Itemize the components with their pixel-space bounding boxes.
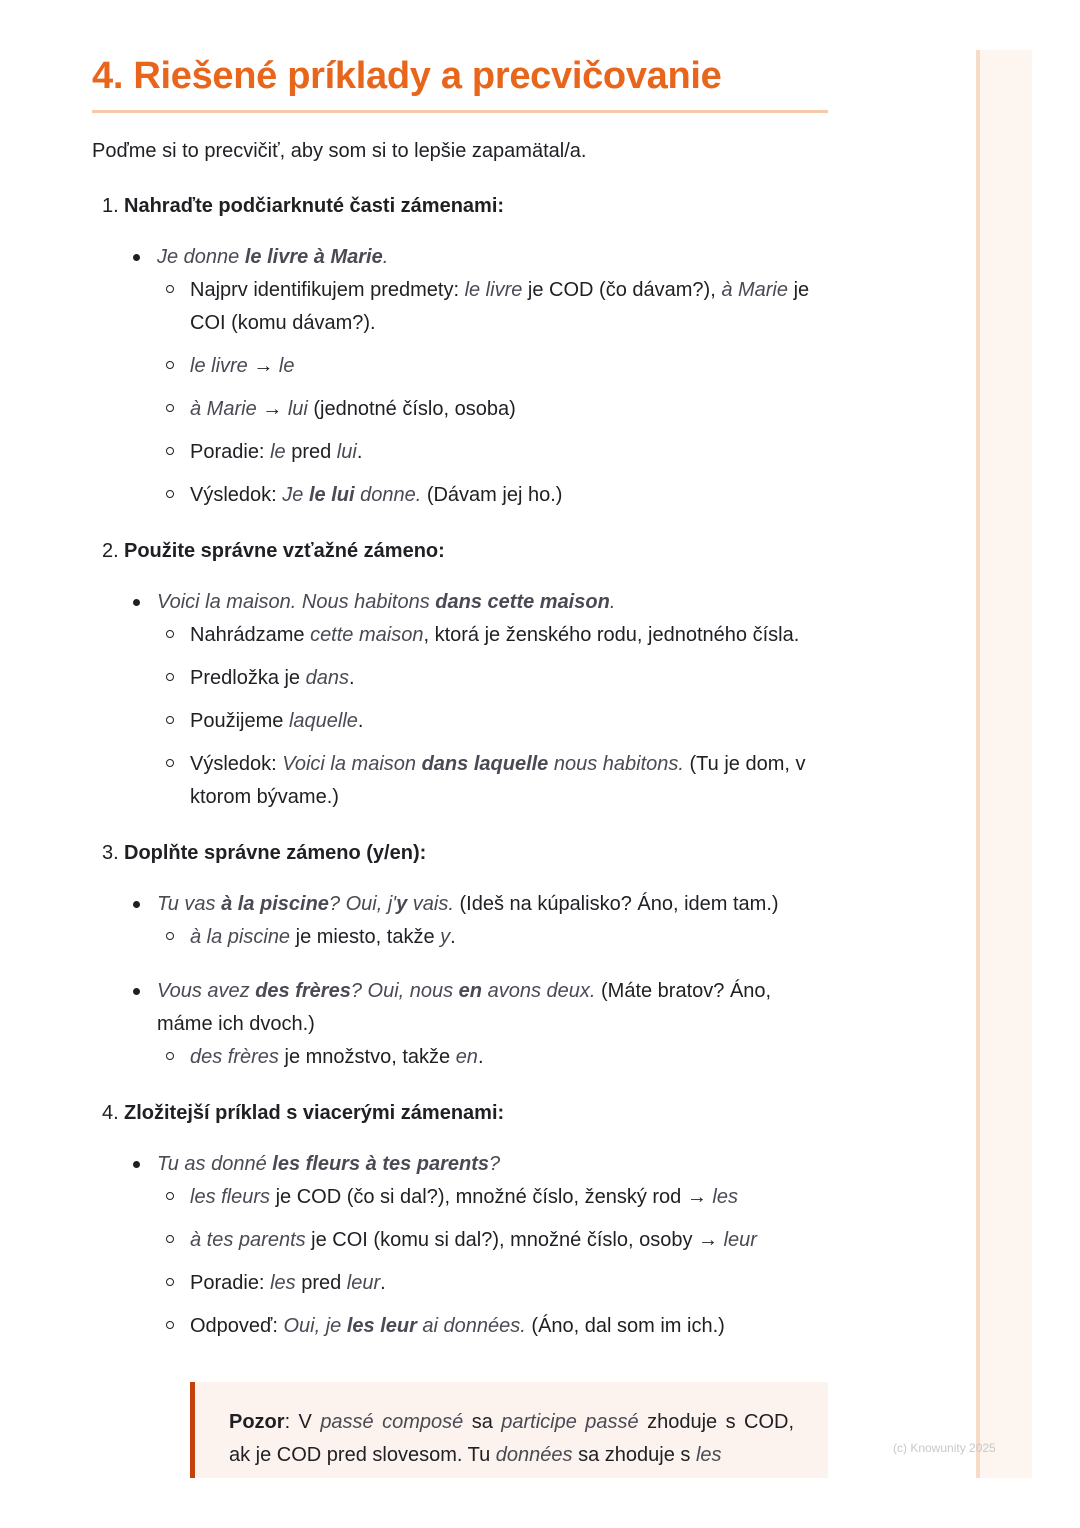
circle-bullet-icon: [166, 716, 174, 724]
circle-bullet-icon: [166, 404, 174, 412]
list-item: les fleurs je COD (čo si dal?), množné číslo, ženský rod → les: [92, 1181, 828, 1214]
list-item: Najprv identifikujem predmety: le livre je COD (čo dávam?), à Marie je COI (komu dávam?).: [92, 274, 828, 340]
list-item: Výsledok: Voici la maison dans laquelle nous habitons. (Tu je dom, v ktorom bývame.): [92, 748, 828, 814]
circle-bullet-icon: [166, 1192, 174, 1200]
exercise-3: [92, 840, 828, 866]
exercise-number: 2.: [102, 540, 119, 562]
callout-label: Pozor: [229, 1411, 285, 1433]
watermark: (c) Knowunity 2025: [893, 1441, 996, 1455]
list-item: à la piscine je miesto, takže y.: [92, 921, 828, 954]
exercise-title: Použite správne vzťažné zámeno:: [124, 540, 445, 562]
list-item: le livre → le: [92, 350, 828, 383]
list-item: Použijeme laquelle.: [92, 705, 828, 738]
circle-bullet-icon: [166, 1278, 174, 1286]
exercise-number: 1.: [102, 195, 119, 217]
circle-bullet-icon: [166, 630, 174, 638]
circle-bullet-icon: [166, 932, 174, 940]
list-item: à Marie → lui (jednotné číslo, osoba): [92, 393, 828, 426]
list-item: des frères je množstvo, takže en.: [92, 1041, 828, 1074]
exercise-title: Zložitejší príklad s viacerými zámenami:: [124, 1102, 505, 1124]
note-callout: Pozor: V passé composé sa participe passé zhoduje s COD, ak je COD pred slovesom. Tu données sa zhoduje s les: [190, 1382, 828, 1478]
circle-bullet-icon: [166, 673, 174, 681]
circle-bullet-icon: [166, 361, 174, 369]
circle-bullet-icon: [166, 1052, 174, 1060]
intro-text: Poďme si to precvičiť, aby som si to lepšie zapamätal/a.: [92, 140, 587, 162]
list-item: Vous avez des frères? Oui, nous en avons deux. (Máte bratov? Áno, máme ich dvoch.): [92, 975, 828, 1041]
page-title: 4. Riešené príklady a precvičovanie: [92, 55, 722, 97]
bullet-icon: [133, 901, 140, 908]
exercise-2: [92, 538, 828, 564]
circle-bullet-icon: [166, 1321, 174, 1329]
bullet-icon: [133, 254, 140, 261]
exercise-4: [92, 1100, 828, 1126]
exercise-title: Doplňte správne zámeno (y/en):: [124, 842, 427, 864]
circle-bullet-icon: [166, 447, 174, 455]
list-item: Predložka je dans.: [92, 662, 828, 695]
circle-bullet-icon: [166, 490, 174, 498]
list-item: Poradie: le pred lui.: [92, 436, 828, 469]
bullet-icon: [133, 1161, 140, 1168]
list-item: Odpoveď: Oui, je les leur ai données. (Áno, dal som im ich.): [92, 1310, 828, 1343]
list-item: à tes parents je COI (komu si dal?), množné číslo, osoby → leur: [92, 1224, 828, 1257]
list-item: Je donne le livre à Marie.: [92, 241, 828, 274]
circle-bullet-icon: [166, 759, 174, 767]
exercise-title: Nahraďte podčiarknuté časti zámenami:: [124, 195, 505, 217]
exercise-1: [92, 193, 828, 219]
list-item: Tu as donné les fleurs à tes parents?: [92, 1148, 828, 1181]
exercise-number: 3.: [102, 842, 119, 864]
list-item: Nahrádzame cette maison, ktorá je ženského rodu, jednotného čísla.: [92, 619, 828, 652]
circle-bullet-icon: [166, 1235, 174, 1243]
bullet-icon: [133, 599, 140, 606]
title-underline: [92, 110, 828, 113]
list-item: Poradie: les pred leur.: [92, 1267, 828, 1300]
document-content: [92, 52, 828, 1343]
circle-bullet-icon: [166, 285, 174, 293]
list-item: Výsledok: Je le lui donne. (Dávam jej ho.): [92, 479, 828, 512]
exercise-number: 4.: [102, 1102, 119, 1124]
bullet-icon: [133, 988, 140, 995]
list-item: Voici la maison. Nous habitons dans cette maison.: [92, 586, 828, 619]
page-side-panel: [976, 50, 1032, 1478]
page-side-divider: [976, 50, 980, 1478]
list-item: Tu vas à la piscine? Oui, j'y vais. (Ideš na kúpalisko? Áno, idem tam.): [92, 888, 828, 921]
